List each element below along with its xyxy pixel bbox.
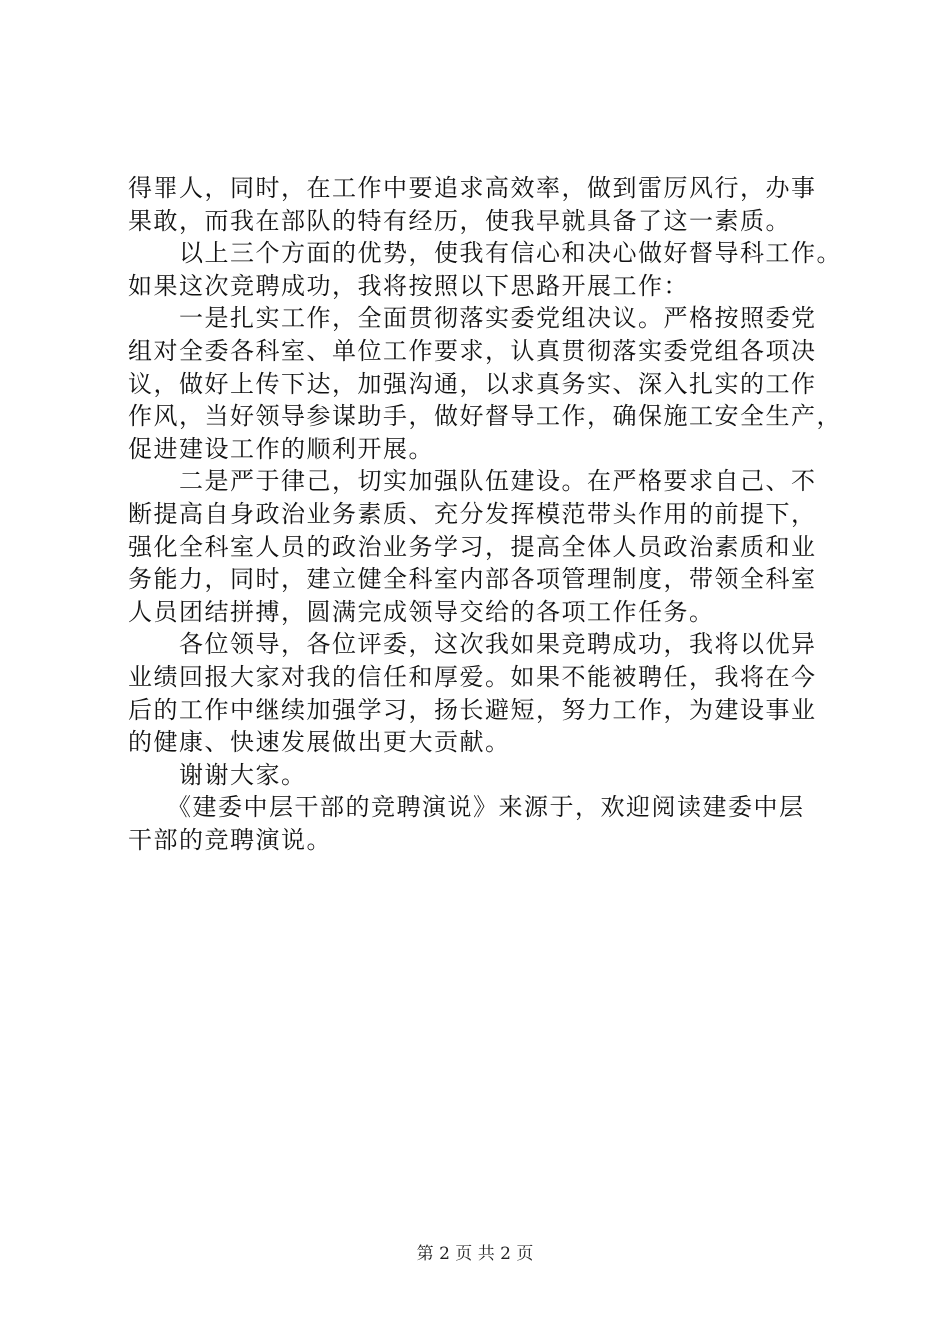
text-line: 一是扎实工作，全面贯彻落实委党组决议。严格按照委党: [128, 304, 817, 333]
text-line: 促进建设工作的顺利开展。: [128, 434, 434, 463]
text-line: 如果这次竞聘成功，我将按照以下思路开展工作：: [128, 271, 689, 300]
document-body: [128, 172, 848, 856]
text-line: 各位领导，各位评委，这次我如果竞聘成功，我将以优异: [128, 630, 817, 659]
text-line: 果敢，而我在部队的特有经历，使我早就具备了这一素质。: [128, 206, 791, 235]
text-line: 议，做好上传下达，加强沟通，以求真务实、深入扎实的工作: [128, 369, 817, 398]
text-line: 人员团结拼搏，圆满完成领导交给的各项工作任务。: [128, 597, 715, 626]
text-line: 后的工作中继续加强学习，扬长避短，努力工作，为建设事业: [128, 695, 817, 724]
text-line: 组对全委各科室、单位工作要求，认真贯彻落实委党组各项决: [128, 336, 817, 365]
text-line: 的健康、快速发展做出更大贡献。: [128, 728, 511, 757]
text-line: 谢谢大家。: [128, 760, 307, 789]
text-line: 得罪人，同时，在工作中要追求高效率，做到雷厉风行，办事: [128, 174, 817, 202]
text-line: 务能力，同时，建立健全科室内部各项管理制度，带领全科室: [128, 565, 817, 594]
text-line: 以上三个方面的优势，使我有信心和决心做好督导科工作。: [128, 239, 842, 268]
text-line: 业绩回报大家对我的信任和厚爱。如果不能被聘任，我将在今: [128, 662, 817, 691]
text-line: 断提高自身政治业务素质、充分发挥模范带头作用的前提下，: [128, 499, 817, 528]
text-line: 《建委中层干部的竞聘演说》来源于，欢迎阅读建委中层: [128, 793, 805, 822]
page-footer: [0, 1243, 950, 1265]
text-line: 强化全科室人员的政治业务学习，提高全体人员政治素质和业: [128, 532, 817, 561]
page-number-label: 第 2 页 共 2 页: [416, 1244, 534, 1264]
text-line: 作风，当好领导参谋助手，做好督导工作，确保施工安全生产，: [128, 402, 842, 431]
text-line: 二是严于律己，切实加强队伍建设。在严格要求自己、不: [128, 467, 817, 496]
text-line: 干部的竞聘演说。: [128, 825, 332, 854]
